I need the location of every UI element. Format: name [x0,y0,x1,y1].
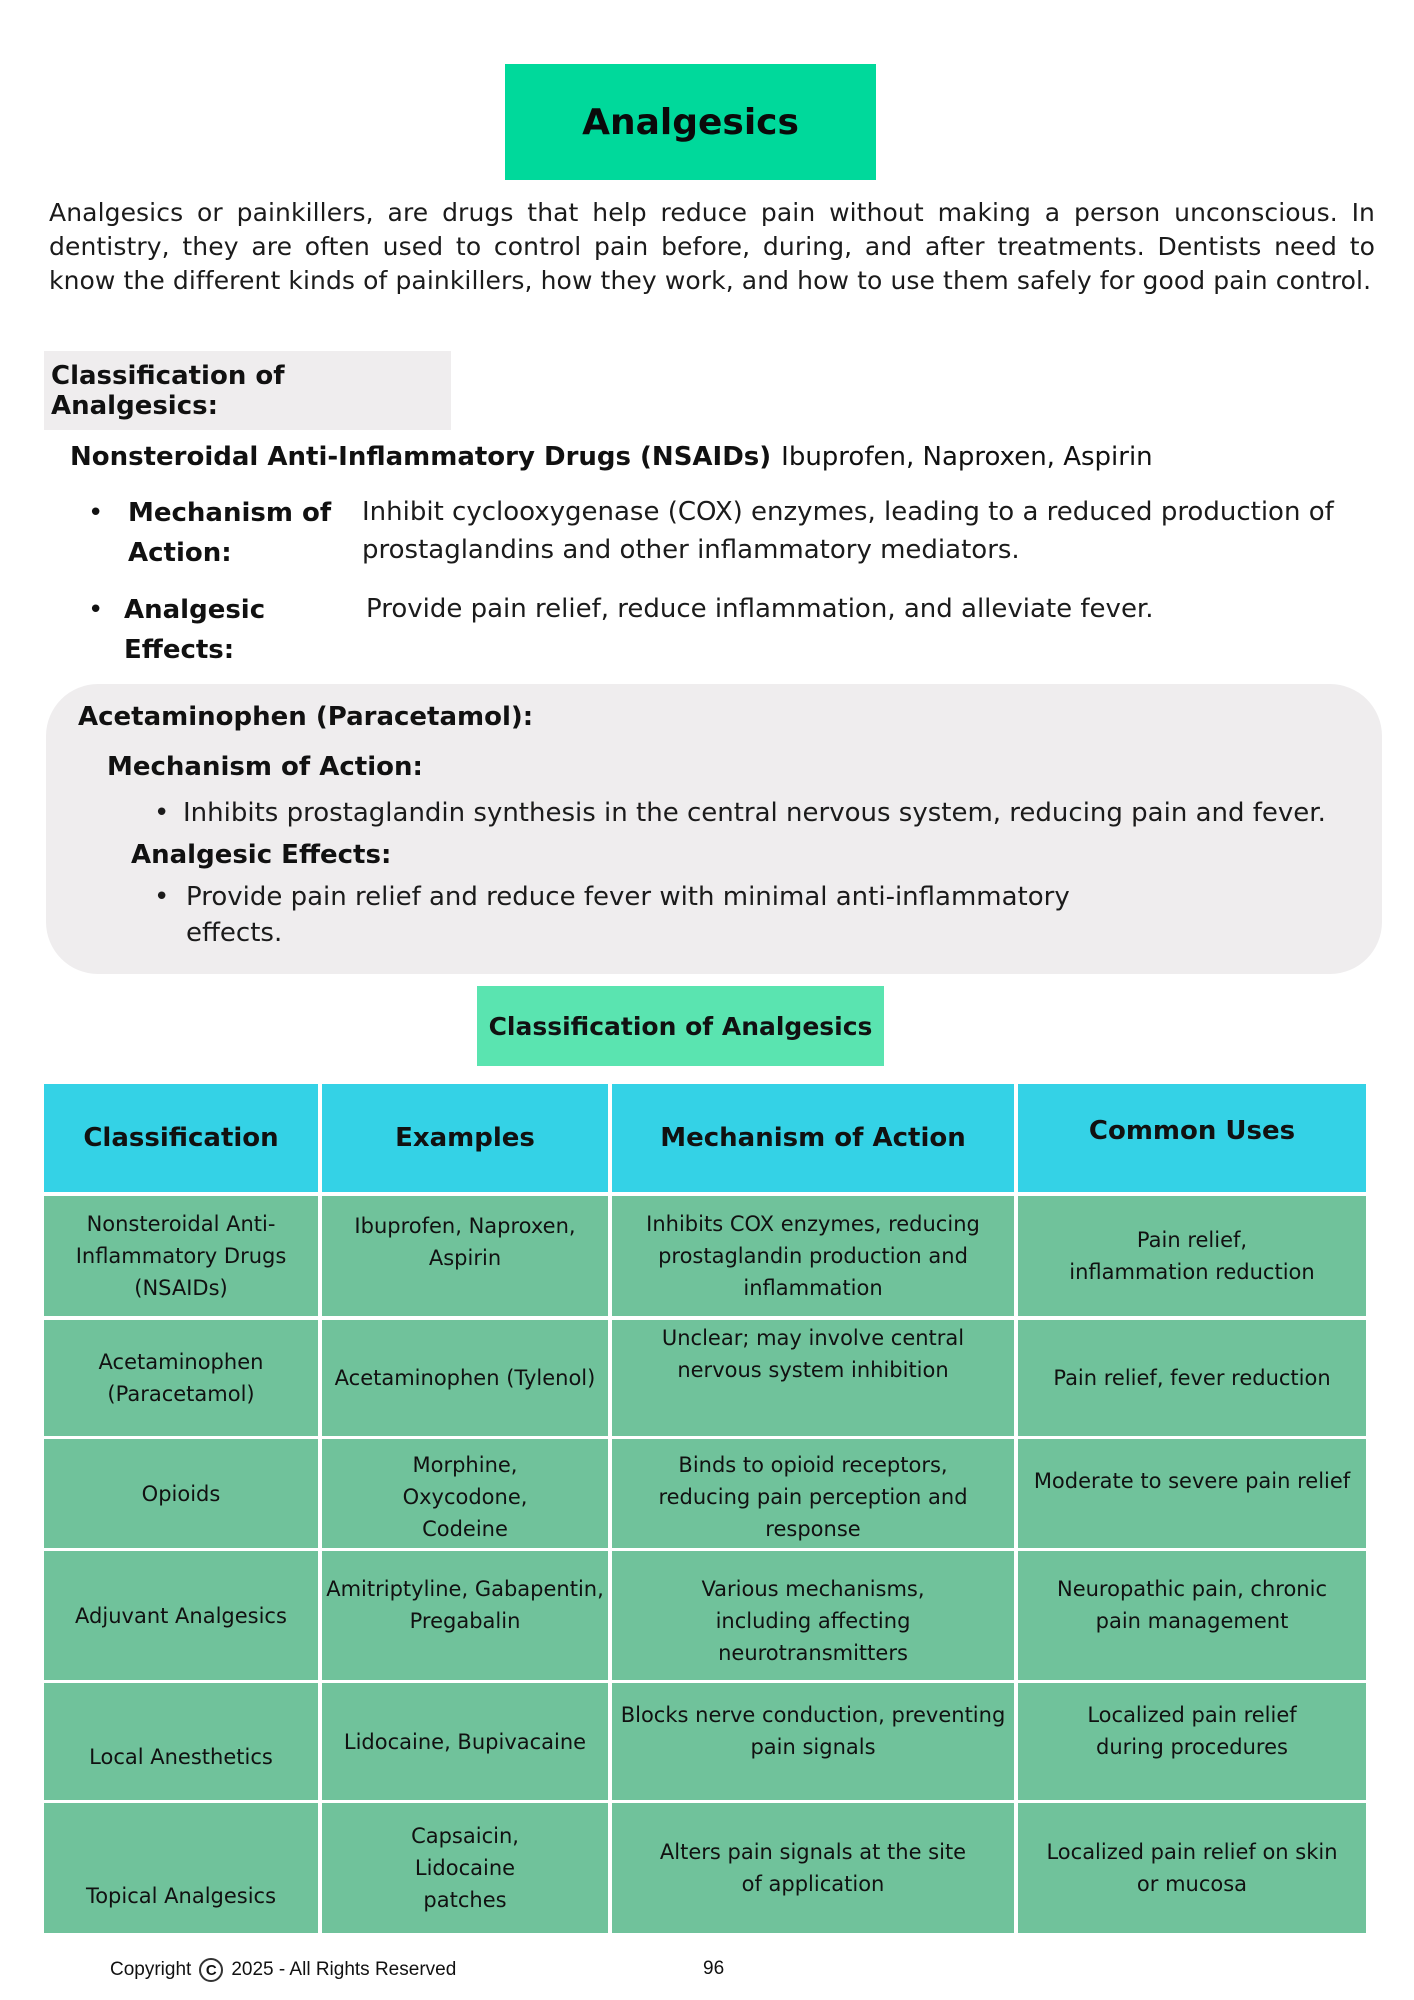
table-row [322,1196,608,1316]
cell-classification: Opioids [141,1481,221,1506]
page-title: Analgesics [582,101,799,143]
bullet-icon: • [88,595,104,625]
table-row [1018,1551,1366,1680]
table-row [322,1551,608,1680]
cell-classification: Acetaminophen (Paracetamol) [98,1350,264,1406]
cell-mechanism: Various mechanisms, including affecting neurotransmitters [701,1577,925,1665]
cell-mechanism: Alters pain signals at the site of application [659,1840,967,1896]
cell-examples: Amitriptyline, Gabapentin, Pregabalin [326,1577,604,1633]
nsaids-mechanism-label: Mechanism of Action: [128,498,332,568]
cell-examples: Ibuprofen, Naproxen, Aspirin [354,1214,576,1270]
acetaminophen-mechanism-item: Inhibits prostaglandin synthesis in the central nervous system, reducing pain and fever. [183,798,1326,828]
cell-uses: Pain relief, fever reduction [1053,1366,1331,1390]
acetaminophen-mechanism-label: Mechanism of Action: [107,752,423,782]
table-title-banner [477,986,884,1066]
table-header-classification [44,1084,318,1192]
table-row [1018,1439,1366,1548]
nsaids-heading [70,442,1153,472]
acetaminophen-panel [46,684,1382,974]
header-label: Mechanism of Action [660,1123,966,1153]
table-row [612,1683,1014,1800]
table-row [44,1803,318,1933]
nsaids-examples: Ibuprofen, Naproxen, Aspirin [781,442,1153,472]
cell-examples: Capsaicin, Lidocaine patches [411,1824,519,1912]
cell-mechanism: Binds to opioid receptors, reducing pain perception and response [658,1453,968,1541]
nsaids-effects-label: Analgesic Effects: [124,595,266,665]
table-row [1018,1320,1366,1436]
copyright-icon: C [199,1958,223,1982]
copyright-suffix: 2025 - All Rights Reserved [231,1959,457,1980]
cell-classification: Adjuvant Analgesics [75,1603,287,1628]
cell-uses: Localized pain relief on skin or mucosa [1046,1840,1338,1896]
table-row [44,1551,318,1680]
table-row [322,1320,608,1436]
footer-copyright [110,1958,456,1982]
nsaids-mechanism-value: Inhibit cyclooxygenase (COX) enzymes, leading to a reduced production of prostaglandins and other inflammatory mediators. [362,497,1334,565]
cell-uses: Moderate to severe pain relief [1033,1469,1351,1493]
nsaids-effects-value: Provide pain relief, reduce inflammation, and alleviate fever. [366,594,1154,624]
cell-examples: Acetaminophen (Tylenol) [334,1366,596,1390]
table-row [322,1803,608,1933]
table-row [1018,1683,1366,1800]
section-heading-box [44,351,451,430]
page-title-banner [505,64,876,180]
table-row [612,1196,1014,1316]
header-label: Classification [83,1123,279,1153]
table-row [1018,1803,1366,1933]
cell-classification: Nonsteroidal Anti-Inflammatory Drugs (NSAIDs) [75,1212,287,1300]
page-number: 96 [703,1958,725,1979]
cell-uses: Localized pain relief during procedures [1087,1703,1297,1759]
table-title: Classification of Analgesics [488,1011,873,1041]
intro-paragraph: Analgesics or painkillers, are drugs that help reduce pain without making a person unconscious. In dentistry, they are often used to control pain before, during, and after treatments. Dentists need to know the different kinds of painkillers, how they work, and how to use them safely for good pain control. [49,198,1375,295]
cell-examples: Lidocaine, Bupivacaine [343,1729,587,1754]
cell-mechanism: Inhibits COX enzymes, reducing prostaglandin production and inflammation [646,1212,980,1300]
table-row [44,1196,318,1316]
table-row [322,1439,608,1548]
acetaminophen-effects-item-line1: Provide pain relief and reduce fever with minimal anti-inflammatory [186,882,1070,912]
copyright-prefix: Copyright [110,1959,192,1980]
nsaids-name: Nonsteroidal Anti-Inflammatory Drugs (NSAIDs) [70,442,772,472]
cell-classification: Topical Analgesics [85,1884,277,1908]
bullet-icon: • [154,882,170,912]
table-row [44,1320,318,1436]
table-header-uses [1018,1084,1366,1192]
table-row [612,1320,1014,1436]
cell-uses: Pain relief, inflammation reduction [1069,1228,1315,1284]
table-row [44,1683,318,1800]
table-row [44,1439,318,1548]
table-header-examples [322,1084,608,1192]
header-label: Examples [395,1123,535,1153]
cell-examples: Morphine, Oxycodone, Codeine [402,1453,528,1541]
table-row [1018,1196,1366,1316]
acetaminophen-effects-label: Analgesic Effects: [131,840,392,870]
table-header-mechanism [612,1084,1014,1192]
cell-mechanism: Unclear; may involve central nervous system inhibition [661,1326,965,1382]
table-row [612,1439,1014,1548]
bullet-icon: • [88,498,104,528]
acetaminophen-effects-item-line2: effects. [186,918,283,948]
acetaminophen-heading: Acetaminophen (Paracetamol): [78,702,534,732]
table-row [322,1683,608,1800]
cell-mechanism: Blocks nerve conduction, preventing pain signals [620,1703,1006,1759]
cell-classification: Local Anesthetics [89,1744,273,1769]
section-heading: Classification of Analgesics: [51,360,285,421]
table-row [612,1803,1014,1933]
cell-uses: Neuropathic pain, chronic pain management [1056,1577,1328,1633]
table-row [612,1551,1014,1680]
header-label: Common Uses [1088,1116,1296,1146]
bullet-icon: • [154,798,170,828]
